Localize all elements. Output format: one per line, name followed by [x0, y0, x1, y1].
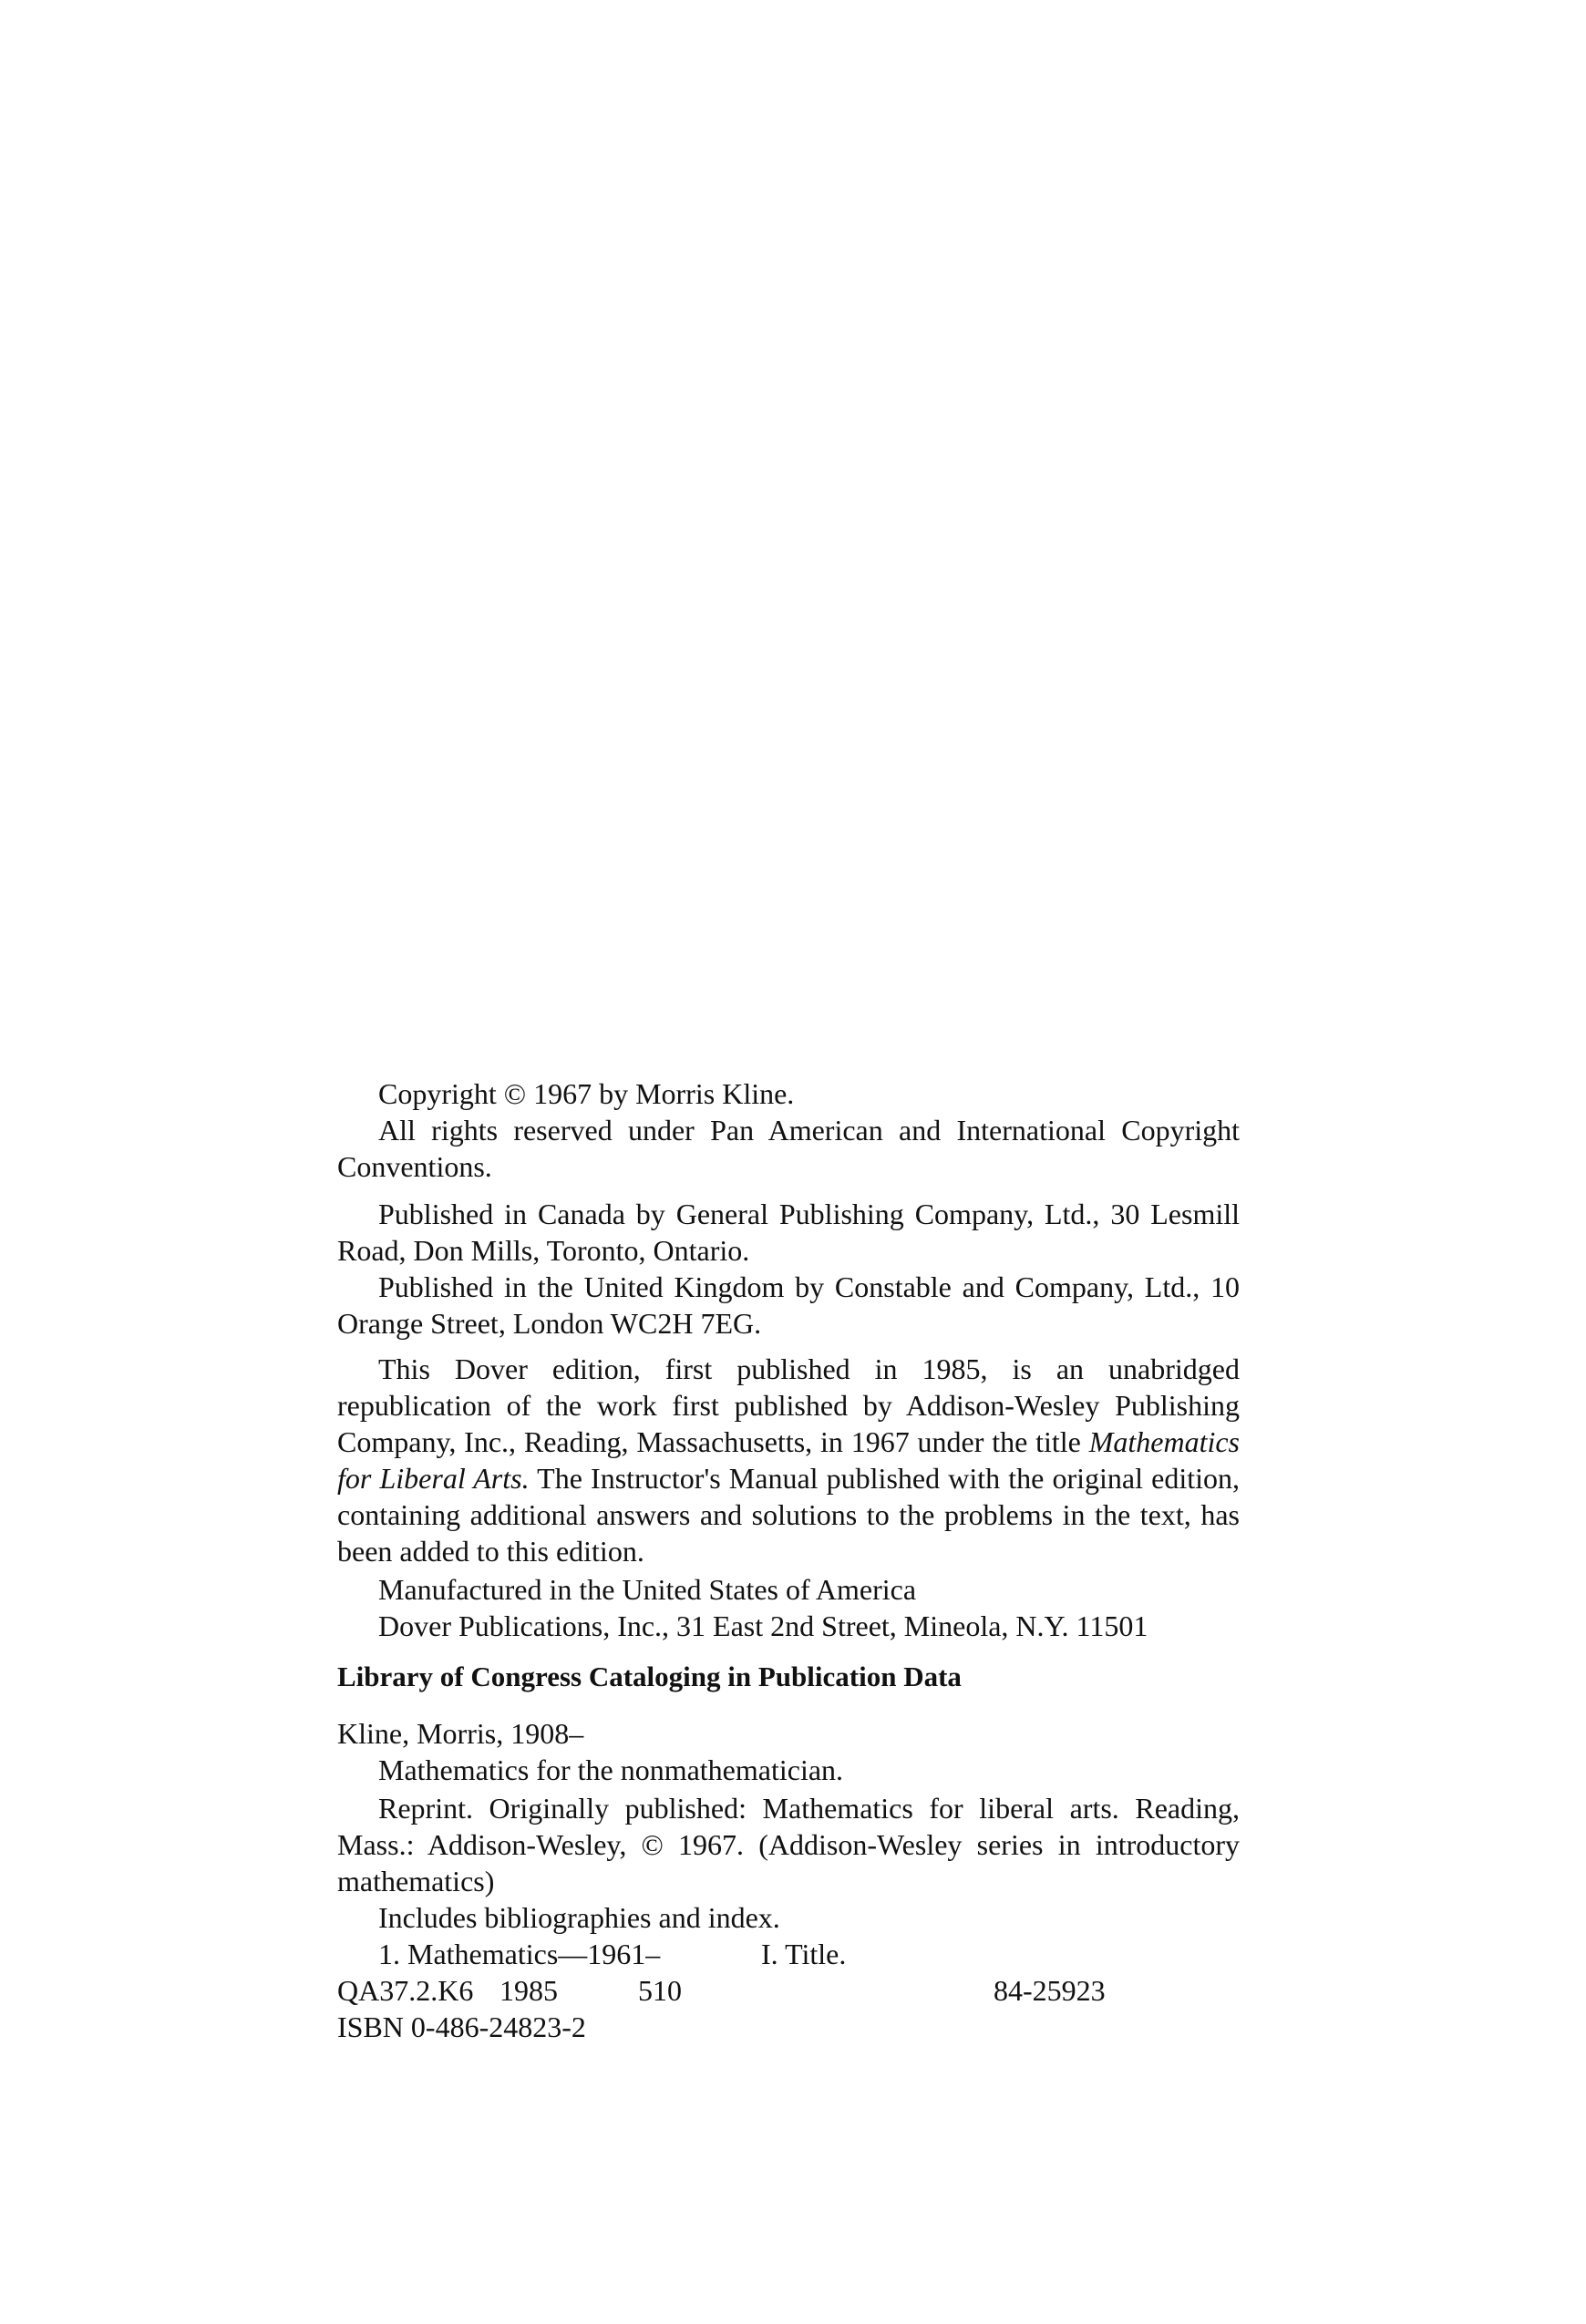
edition-text-after: The Instructor's Manual published with the original edition, containing additional answers and solutions to the problems in the text, has been added to this edition.	[337, 1462, 1241, 1568]
published-canada: Published in Canada by General Publishing Company, Ltd., 30 Lesmill Road, Don Mills, Toronto, Ontario.	[337, 1198, 1240, 1267]
publisher-address: Dover Publications, Inc., 31 East 2nd Street, Mineola, N.Y. 11501	[378, 1609, 1148, 1642]
edition-text-before: This Dover edition, first published in 1985, is an unabridged republication of the work first published by Addison-Wesley Publishing Company, Inc., Reading, Massachusetts, in 1967 under the title	[337, 1352, 1240, 1458]
cip-author: Kline, Morris, 1908–	[337, 1717, 584, 1750]
cip-reprint-note: Reprint. Originally published: Mathematics for liberal arts. Reading, Mass.: Addison-Wesley, © 1967. (Addison-Wesley series in introductory mathematics)	[337, 1792, 1240, 1897]
cip-isbn: ISBN 0-486-24823-2	[337, 2010, 586, 2043]
edition-section	[337, 1351, 1240, 1569]
cip-author-section	[337, 1715, 1240, 1788]
cip-numbers-section	[337, 1936, 1240, 2045]
copyright-section	[337, 1075, 1240, 1185]
rights-statement: All rights reserved under Pan American and International Copyright Conventions.	[337, 1114, 1240, 1183]
published-uk: Published in the United Kingdom by Constable and Company, Ltd., 10 Orange Street, London WC2H 7EG.	[337, 1270, 1240, 1340]
cip-includes: Includes bibliographies and index.	[378, 1901, 780, 1934]
cip-heading: Library of Congress Cataloging in Publication Data	[337, 1661, 962, 1692]
cip-lccn: 84-25923	[994, 1974, 1106, 2007]
cip-subject: 1. Mathematics—1961–	[378, 1938, 661, 1970]
copyright-line: Copyright © 1967 by Morris Kline.	[378, 1077, 795, 1110]
edition-paragraph	[337, 1351, 1240, 1569]
cip-dewey: 510	[638, 1974, 682, 2007]
cip-call-year: 1985	[499, 1974, 558, 2007]
cip-title: Mathematics for the nonmathematician.	[378, 1753, 844, 1786]
manufacture-section	[337, 1571, 1240, 1644]
manufactured-in: Manufactured in the United States of America	[378, 1573, 917, 1606]
cip-subject-title: I. Title.	[761, 1938, 847, 1970]
publishing-section	[337, 1196, 1240, 1342]
original-title: Mathematics for Liberal Arts.	[337, 1425, 1240, 1495]
cip-notes-section	[337, 1790, 1240, 1936]
cip-call-number: QA37.2.K6	[337, 1974, 474, 2007]
